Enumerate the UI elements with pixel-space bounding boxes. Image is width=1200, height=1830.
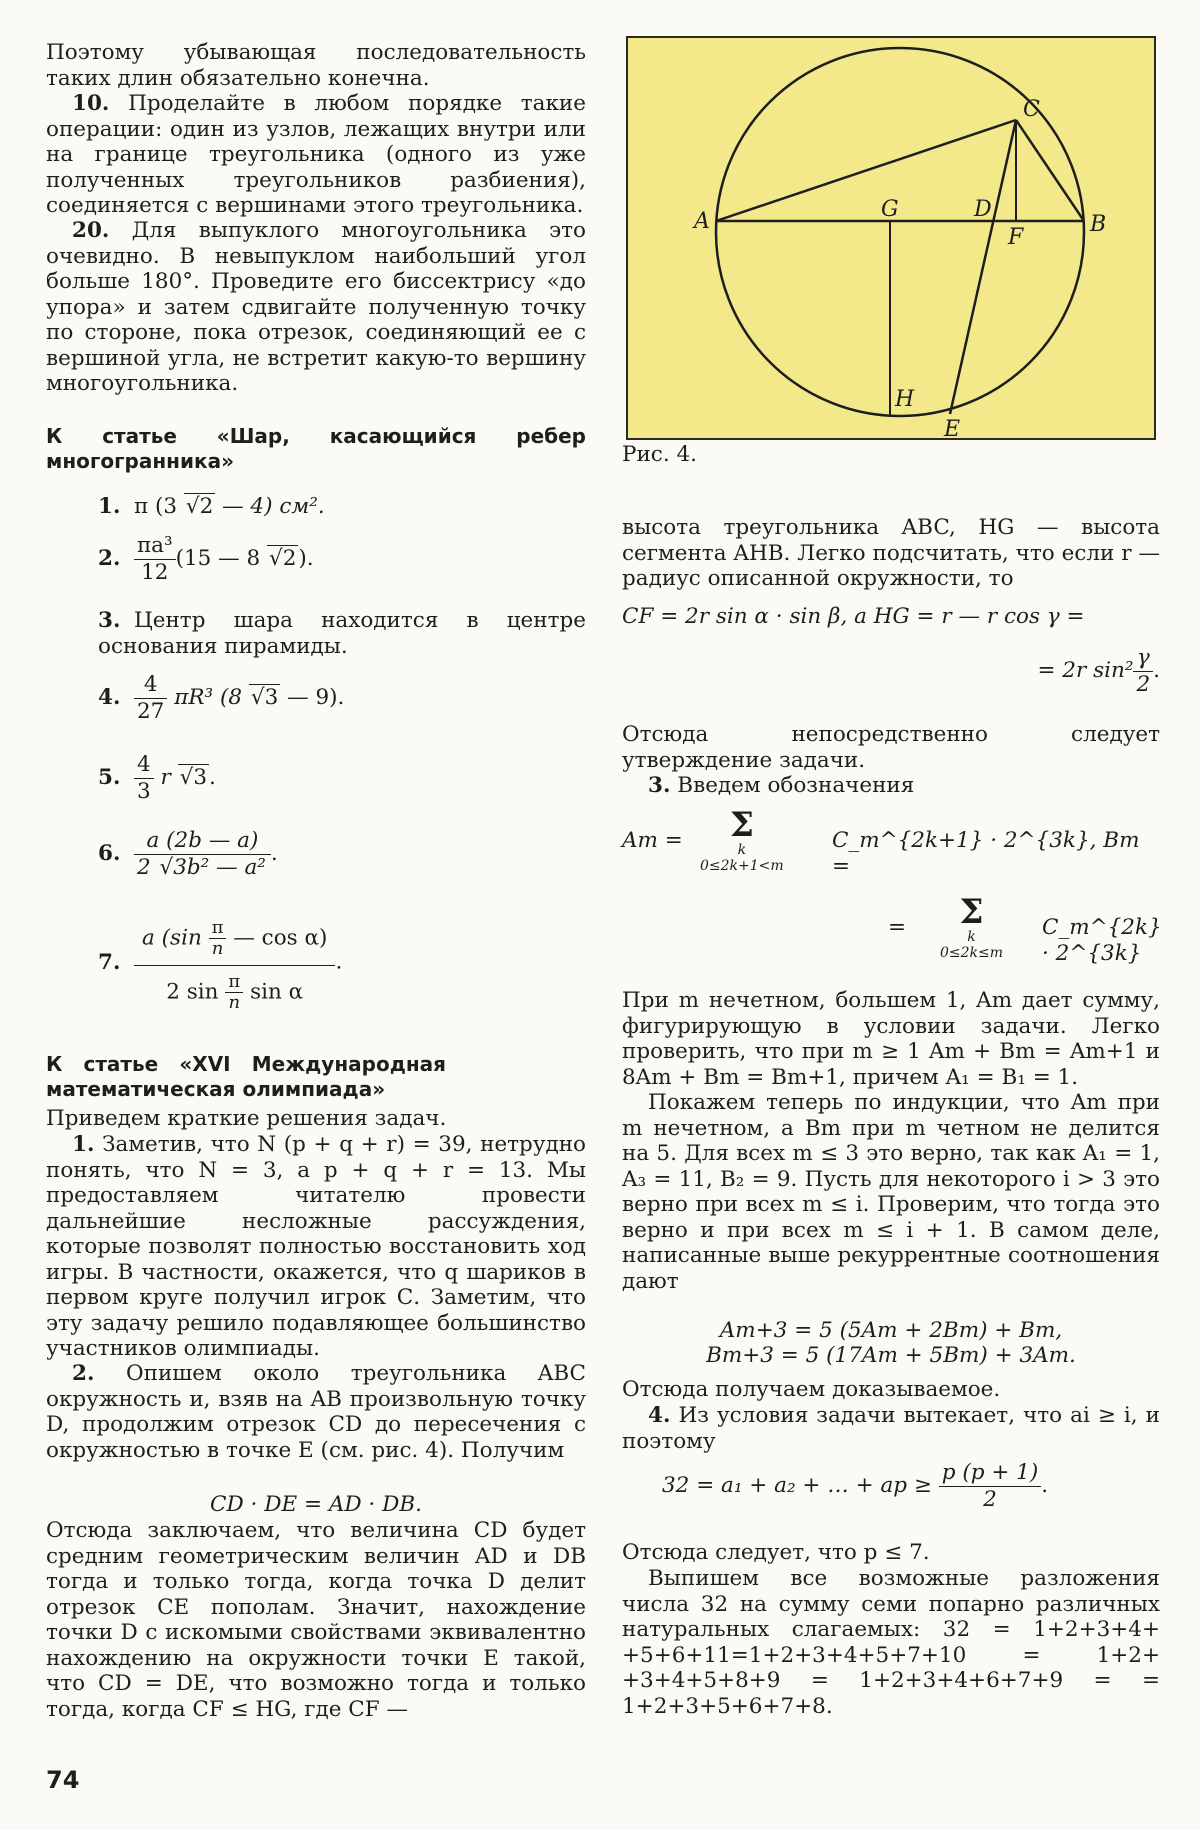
answer-number: 6. <box>98 841 121 866</box>
numerator: γ <box>1133 645 1153 672</box>
paragraph: Приведем краткие решения задач. <box>46 1106 447 1131</box>
paragraph: При m нечетном, большем 1, Am дает сумму, фигурирующую в условии задачи. Легко проверить, что при m ≥ 1 Am + Bm = Am+1 и 8Am + Bm = Bm+1, причем A₁ = B₁ = 1. <box>622 988 1160 1090</box>
formula: CF = 2r sin α · sin β, а HG = r — r cos γ = <box>622 604 1085 629</box>
paragraph: высота треугольника ABC, HG — высота сегмента AHB. Легко подсчитать, что если r — радиус описанной окружности, то <box>622 515 1160 591</box>
segment-CE <box>950 120 1016 414</box>
solution-1 <box>46 1132 586 1362</box>
recurrence-2: Bm+3 = 5 (17Am + 5Bm) + 3Am. <box>706 1343 1076 1368</box>
item-number: 4. <box>648 1403 671 1428</box>
formula-part: = 2r sin² <box>1037 658 1134 683</box>
answer-6 <box>98 828 278 880</box>
paragraph-text: Опишем около треугольника ABC окружность и, взяв на AB произвольную точку D, продолжим отрезок CD до пересечения с окружностью в точке E (см. рис. 4). Получим <box>46 1361 586 1463</box>
formula-part: 2 sin <box>166 979 219 1005</box>
item-number: 10. <box>72 91 110 116</box>
formula <box>662 1460 1048 1512</box>
formula-part: Am = <box>622 828 683 853</box>
answer-number: 1. <box>98 494 121 519</box>
formula-part: C_m^{2k+1} · 2^{3k}, Bm = <box>832 828 1140 879</box>
sum-index: k <box>737 842 747 858</box>
denominator <box>134 855 271 881</box>
paragraph: Отсюда следует, что p ≤ 7. <box>622 1540 930 1565</box>
radicand: 3 <box>193 765 208 790</box>
sum-index: k <box>967 929 976 945</box>
radicand: 3 <box>264 685 279 710</box>
item-number: 2. <box>72 1361 95 1386</box>
fraction <box>209 918 227 959</box>
formula-part: sin α <box>250 979 304 1005</box>
fraction <box>1133 645 1153 697</box>
label-D: D <box>974 197 992 222</box>
formula-part: . <box>335 949 343 975</box>
formula-part: . <box>270 841 278 866</box>
sum-condition: 0≤2k≤m <box>940 945 1004 961</box>
fraction <box>134 912 335 1013</box>
paragraph: Отсюда непосредственно следует утверждение задачи. <box>622 722 1160 773</box>
denominator: 2 <box>1136 671 1151 697</box>
numerator: πa³ <box>134 533 176 560</box>
sigma-sign: Σ <box>959 892 984 932</box>
summation <box>940 892 1004 961</box>
label-F: F <box>1008 225 1024 250</box>
numerator: 4 <box>134 672 167 699</box>
sqrt: √3b² — a² <box>159 854 266 880</box>
paragraph-20 <box>46 218 586 397</box>
formula-Bm <box>622 892 1162 975</box>
fraction <box>134 752 154 804</box>
numerator: p (p + 1) <box>939 1460 1042 1487</box>
label-G: G <box>881 197 899 222</box>
denominator: 12 <box>141 559 169 585</box>
numerator: π <box>225 972 243 993</box>
formula-part: C_m^{2k} · 2^{3k} <box>1042 915 1162 966</box>
formula <box>1037 645 1160 697</box>
sigma-sign: Σ <box>729 805 754 845</box>
formula-part: 32 = a₁ + a₂ + … + ap ≥ <box>662 1473 932 1498</box>
page-number: 74 <box>46 1766 80 1794</box>
label-B: B <box>1090 212 1107 237</box>
formula-part: ). <box>298 546 314 571</box>
answer-text: Центр шара находится в центре основания пирамиды. <box>98 608 586 659</box>
solution-3 <box>622 773 1160 799</box>
formula-Am <box>622 805 1160 888</box>
formula-part: 2 <box>137 854 158 880</box>
figure-caption: Рис. 4. <box>622 442 698 467</box>
formula-part: πR³ (8 <box>174 685 249 710</box>
fraction <box>134 533 176 585</box>
item-number: 3. <box>648 773 671 798</box>
label-C: C <box>1023 97 1040 122</box>
solution-2 <box>46 1361 586 1463</box>
sqrt: √3 <box>250 685 279 710</box>
section-heading: К статье «Шар, касающийся ребер многогранника» <box>46 424 586 473</box>
paragraph-text: Введем обозначения <box>677 773 915 798</box>
item-number: 1. <box>72 1132 95 1157</box>
formula-part: — 9). <box>280 685 345 710</box>
paragraph-text: Из условия задачи вытекает, что ai ≥ i, и поэтому <box>622 1403 1160 1454</box>
item-number: 20. <box>72 218 110 243</box>
fraction <box>939 1460 1042 1512</box>
circle-diagram <box>628 38 1154 438</box>
answer-number: 4. <box>98 685 121 710</box>
answer-4 <box>98 672 344 724</box>
fraction <box>134 672 167 724</box>
solution-4 <box>622 1403 1160 1454</box>
answer-7 <box>98 912 342 1013</box>
answer-number: 2. <box>98 546 121 571</box>
label-H: H <box>895 387 915 412</box>
formula-part: (15 — 8 <box>175 546 268 571</box>
recurrence-1: Am+3 = 5 (5Am + 2Bm) + Bm, <box>719 1318 1063 1343</box>
paragraph: Выпишем все возможные разложения числа 32 на сумму семи попарно различных натуральных слагаемых: 32 = 1+2+3+4+ +5+6+11=1+2+3+4+5+7+10 = 1+2+ +3+4+5+8+9 = 1+2+3+4+6+7+9 = = 1+2+3+5+6+7+8. <box>622 1566 1160 1719</box>
formula-part: r <box>160 765 178 790</box>
paragraph-text: Для выпуклого многоугольника это очевидно. В невыпуклом наибольший угол больше 180°. Проведите его биссектрису «до упора» и затем сдвигайте полученную точку по стороне, пока отрезок, соединяющий ее с вершиной угла, не встретит какую-то вершину многоугольника. <box>46 218 586 396</box>
denominator: 27 <box>137 698 165 724</box>
formula-part: — cos α) <box>233 925 328 951</box>
radicand: 2 <box>282 546 297 571</box>
answer-number: 3. <box>98 608 121 633</box>
paragraph: Отсюда заключаем, что величина CD будет средним геометрическим величин AD и DB тогда и только тогда, когда точка D делит отрезок CE пополам. Значит, нахождение точки D с искомыми свойствами эквивалентно нахождению на окружности точки E такой, что CD = DE, что возможно тогда и только тогда, когда CF ≤ HG, где CF — <box>46 1518 586 1722</box>
formula: CD · DE = AD · DB. <box>210 1492 422 1517</box>
radicand: 2 <box>199 494 214 519</box>
answer-number: 7. <box>98 949 121 975</box>
paragraph: Поэтому убывающая последовательность таких длин обязательно конечна. <box>46 40 586 91</box>
fraction <box>134 828 271 880</box>
answer-5 <box>98 752 216 804</box>
paragraph: Покажем теперь по индукции, что Am при m нечетном, а Bm при m четном не делится на 5. Для всех m ≤ 3 это верно, так как A₁ = 1, A₃ = 11, B₂ = 9. Пусть для некоторого i > 3 это верно при всех m ≤ i. Проверим, что тогда это верно и при всех m ≤ i + 1. В самом деле, написанные выше рекуррентные соотношения дают <box>622 1090 1160 1294</box>
paragraph-10 <box>46 91 586 219</box>
formula-part: a (sin <box>142 925 202 951</box>
denominator: n <box>228 992 241 1013</box>
answer-2 <box>98 533 314 585</box>
paragraph-text: Проделайте в любом порядке такие операции: один из узлов, лежащих внутри или на границе треугольника (одного из уже полученных треугольников разбиения), соединяется с вершинами этого треугольника. <box>46 91 586 218</box>
denominator: 3 <box>137 778 151 804</box>
numerator: π <box>209 918 227 939</box>
numerator <box>134 912 335 966</box>
answer-3 <box>98 608 586 659</box>
sqrt: √2 <box>185 494 214 519</box>
denominator: 2 <box>983 1486 997 1512</box>
segment-AC <box>716 120 1016 221</box>
formula-part: π (3 <box>134 494 184 519</box>
formula-part: — 4) см². <box>215 494 325 519</box>
sqrt: √3 <box>179 765 208 790</box>
summation <box>700 805 784 874</box>
answer-number: 5. <box>98 765 121 790</box>
formula-part: = <box>888 915 907 940</box>
formula-part: . <box>1041 1473 1049 1498</box>
label-E: E <box>944 417 961 438</box>
fraction <box>225 972 243 1013</box>
numerator: a (2b — a) <box>134 828 271 855</box>
denominator: n <box>211 938 224 959</box>
section-heading: К статье «XVI Международная математическая олимпиада» <box>46 1052 446 1101</box>
formula-part: . <box>209 765 216 790</box>
sqrt: √2 <box>269 546 297 571</box>
label-A: A <box>694 209 710 234</box>
figure-4 <box>626 36 1156 440</box>
paragraph-text: Заметив, что N (p + q + r) = 39, нетрудно понять, что N = 3, а p + q + r = 13. Мы предоставляем читателю провести дальнейшие несложные рассуждения, которые позволят полностью восстановить ход игры. В частности, окажется, что q шариков в первом круге получил игрок С. Заметим, что эту задачу решило подавляющее большинство участников олимпиады. <box>46 1132 586 1361</box>
formula-part: . <box>1153 658 1160 683</box>
denominator <box>134 966 335 1013</box>
paragraph: Отсюда получаем доказываемое. <box>622 1377 1001 1402</box>
answer-1 <box>98 494 325 520</box>
numerator: 4 <box>134 752 154 779</box>
sum-condition: 0≤2k+1<m <box>700 858 784 874</box>
radicand: 3b² — a² <box>173 854 266 880</box>
